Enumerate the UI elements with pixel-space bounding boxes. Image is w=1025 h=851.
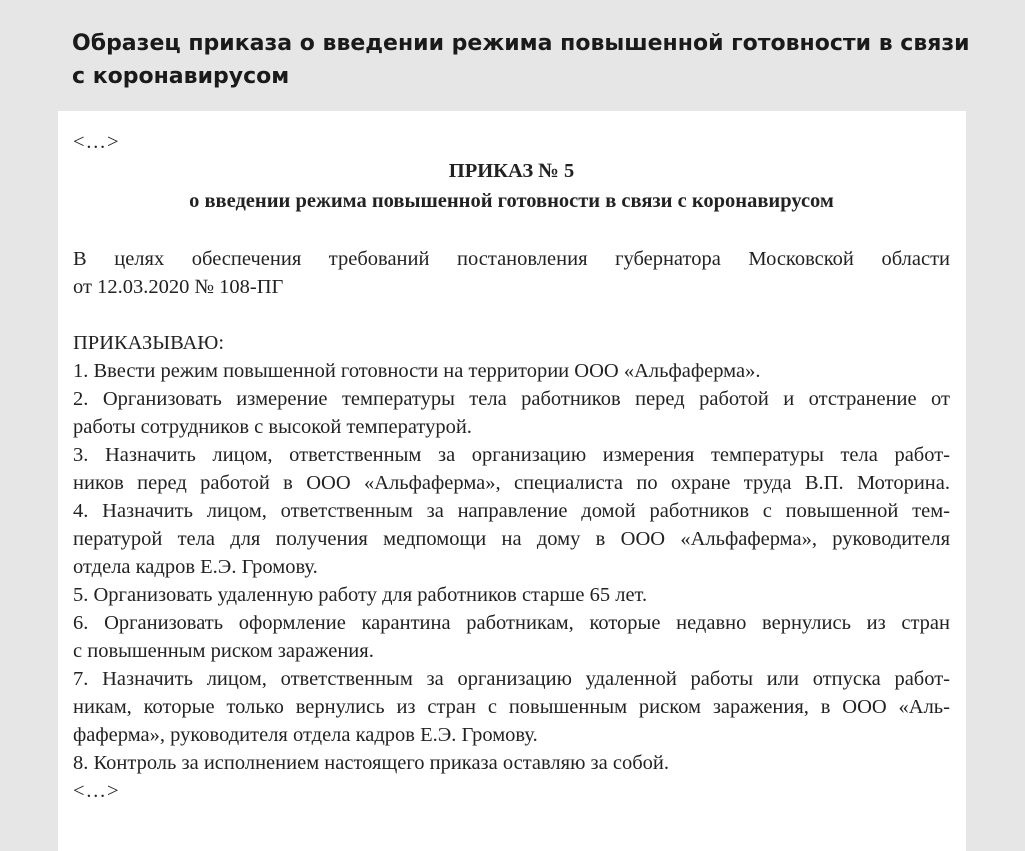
order-item-2 — [73, 385, 950, 441]
document-sheet — [58, 111, 966, 851]
top-ellipsis: <…> — [73, 131, 120, 153]
order-item-1 — [73, 357, 950, 385]
preamble-line-1: В целях обеспечения требований постановления губернатора Московской области — [73, 248, 950, 270]
order-word: ПРИКАЗЫВАЮ: — [73, 332, 225, 354]
order-item-line: отдела кадров Е.Э. Громову. — [73, 556, 318, 578]
page-title-line-1: Образец приказа о введении режима повышенной готовности в связи — [72, 31, 970, 56]
order-item-line: фаферма», руководителя отдела кадров Е.Э. Громову. — [73, 724, 538, 746]
order-subtitle: о введении режима повышенной готовности в связи с коронавирусом — [189, 190, 834, 212]
order-item-line: 5. Организовать удаленную работу для работников старше 65 лет. — [73, 584, 648, 606]
order-item-line: 6. Организовать оформление карантина работникам, которые недавно вернулись из стран — [73, 612, 950, 634]
bottom-ellipsis: <…> — [73, 780, 120, 802]
order-item-line: 3. Назначить лицом, ответственным за организацию измерения температуры тела работ- — [73, 444, 950, 466]
order-item-7 — [73, 665, 950, 749]
order-item-3 — [73, 441, 950, 497]
order-item-line: 7. Назначить лицом, ответственным за организацию удаленной работы или отпуска работ- — [73, 668, 950, 690]
page-title-line-2: с коронавирусом — [72, 64, 290, 89]
order-item-line: 2. Организовать измерение температуры тела работников перед работой и отстранение от — [73, 388, 950, 410]
order-item-line: 4. Назначить лицом, ответственным за направление домой работников с повышенной тем- — [73, 500, 950, 522]
preamble-line-2: от 12.03.2020 № 108-ПГ — [73, 276, 284, 298]
order-item-line: 8. Контроль за исполнением настоящего приказа оставляю за собой. — [73, 752, 669, 774]
order-item-5 — [73, 581, 950, 609]
order-item-line: с повышенным риском заражения. — [73, 640, 374, 662]
order-item-line: работы сотрудников с высокой температурой. — [73, 416, 472, 438]
order-item-8 — [73, 749, 950, 777]
page-title — [72, 27, 972, 93]
order-item-6 — [73, 609, 950, 665]
order-document — [73, 128, 950, 805]
order-item-line: ников перед работой в ООО «Альфаферма», специалиста по охране труда В.П. Моторина. — [73, 472, 950, 494]
order-item-line: 1. Ввести режим повышенной готовности на территории ООО «Альфаферма». — [73, 360, 761, 382]
order-title: ПРИКАЗ № 5 — [448, 160, 575, 182]
order-item-4 — [73, 497, 950, 581]
order-item-line: пературой тела для получения медпомощи на дому в ООО «Альфаферма», руководителя — [73, 528, 950, 550]
order-item-line: никам, которые только вернулись из стран с повышенным риском заражения, в ООО «Аль- — [73, 696, 950, 718]
